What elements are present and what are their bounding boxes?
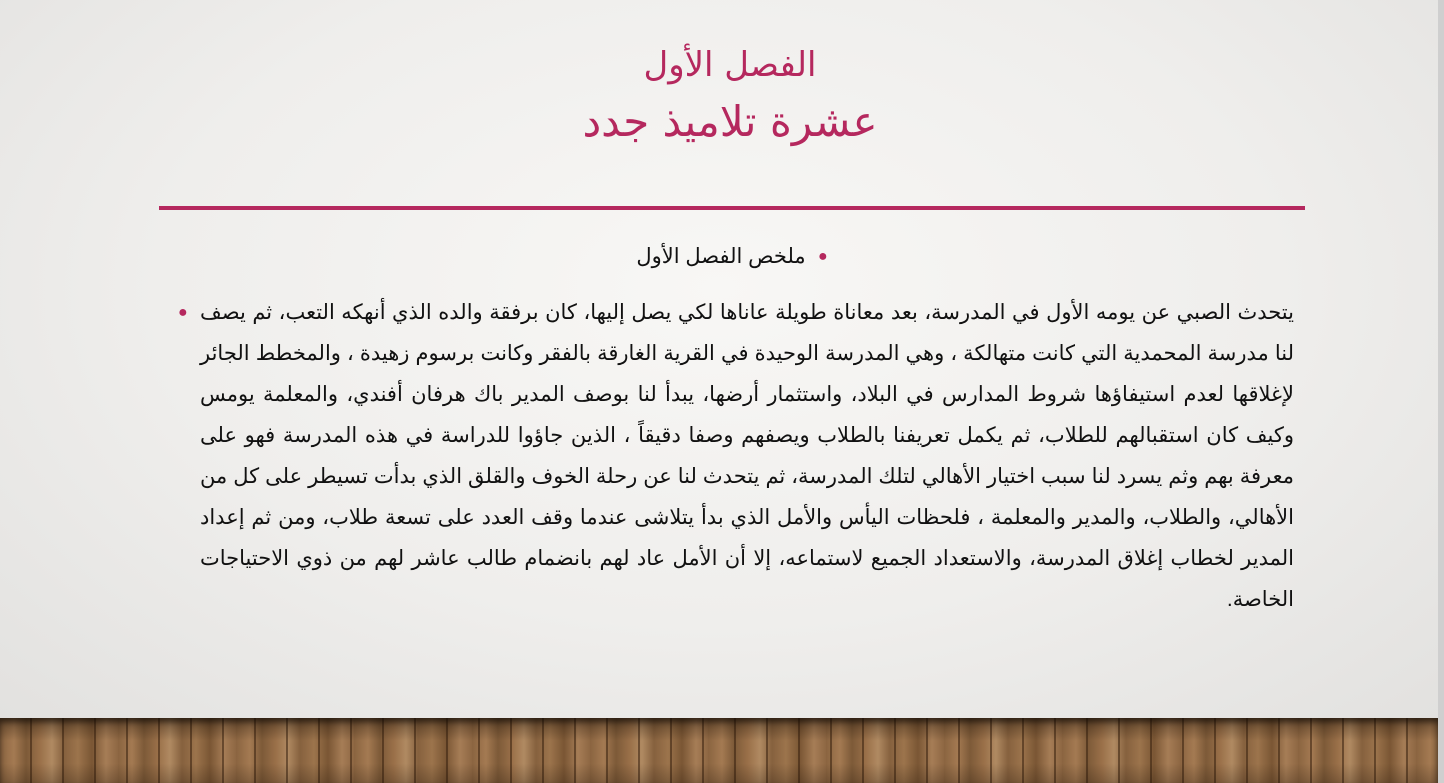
bullet-dot-icon: ● — [818, 248, 828, 265]
bullet-dot-icon: ● — [178, 304, 188, 321]
title-divider — [159, 206, 1305, 210]
summary-wrap — [636, 236, 827, 277]
bullet-list — [170, 236, 1294, 620]
chapter-label: الفصل الأول — [643, 45, 817, 85]
summary-heading: ملخص الفصل الأول — [636, 245, 806, 268]
list-item — [170, 236, 1294, 276]
summary-paragraph: يتحدث الصبي عن يومه الأول في المدرسة، بعد معاناة طويلة عاناها لكي يصل إليها، كان برفقة والده الذي أنهكه التعب، ثم يصف لنا مدرسة المحمدية التي كانت متهالكة ، وهي المدرسة الوحيدة في القرية الغارقة بالفقر وكانت برسوم زهيدة ، والمخطط الجائر لإغلاقها لعدم استيفاؤها شروط المدارس في البلاد، واستثمار أرضها، يبدأ لنا بوصف المدير باك هرفان أفندي، والمعلمة يومس وكيف كان استقبالهم للطلاب، ثم يكمل تعريفنا بالطلاب ويصفهم وصفا دقيقاً ، الذين جاؤوا للدراسة في هذه المدرسة فهو على معرفة بهم وثم يسرد لنا سبب اختيار الأهالي لتلك المدرسة، ثم يتحدث لنا عن رحلة الخوف والقلق الذي بدأت تسيطر على كل من الأهالي، والطلاب، والمدير والمعلمة ، فلحظات اليأس والأمل الذي بدأ يتلاشى عندما وقف العدد على تسعة طلاب، ومن ثم إعداد المدير لخطاب إغلاق المدرسة، والاستعداد الجميع لاستماعه، إلا أن الأمل عاد لهم بانضمام طالب عاشر لهم من ذوي الاحتياجات الخاصة. — [200, 301, 1294, 611]
window-edge — [1438, 0, 1444, 783]
floor-shadow — [0, 718, 1438, 783]
slide-title: عشرة تلاميذ جدد — [582, 97, 878, 146]
list-item — [170, 292, 1294, 620]
